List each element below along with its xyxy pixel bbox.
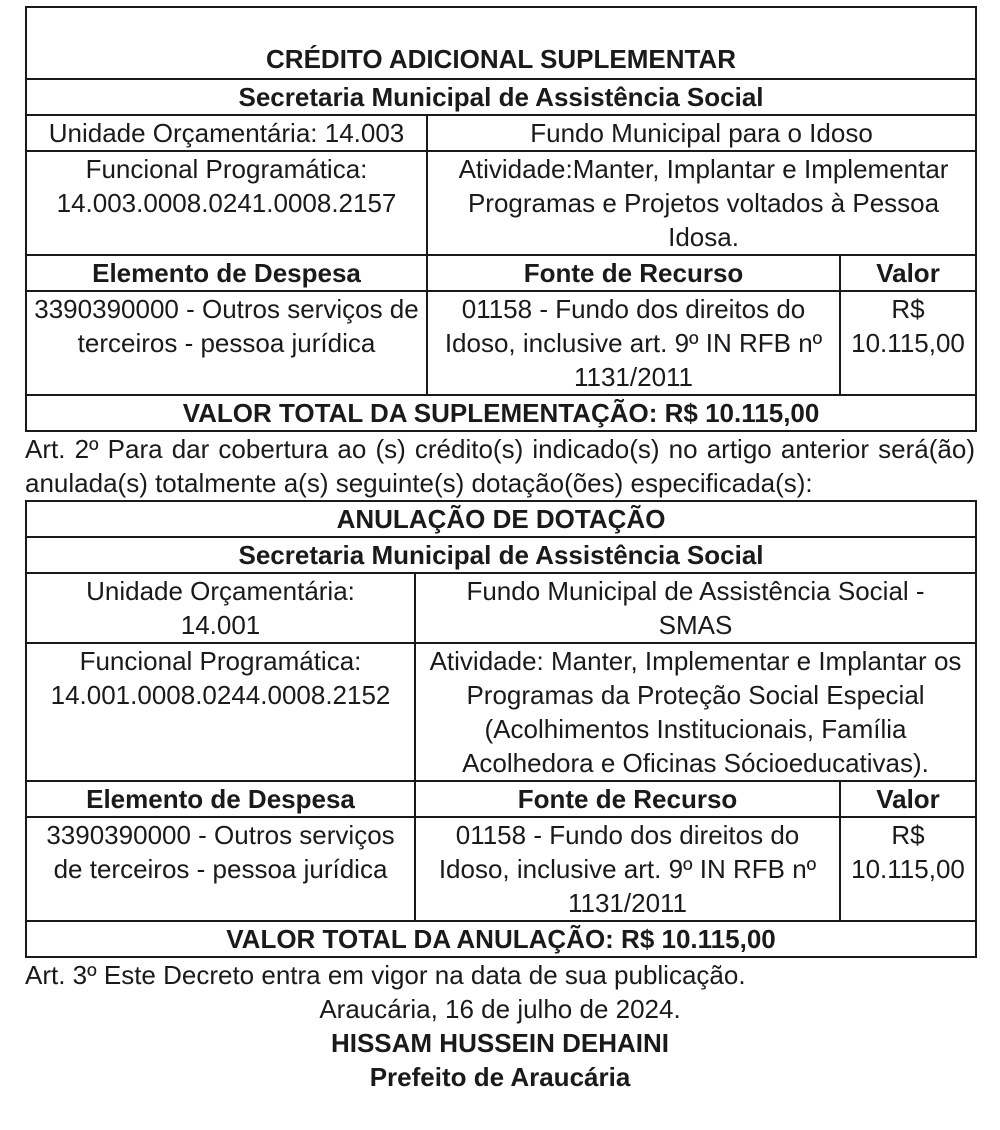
signatory-title: Prefeito de Araucária bbox=[369, 1062, 631, 1092]
anulacao-table bbox=[25, 500, 977, 958]
credito-secretaria: Secretaria Municipal de Assistência Social bbox=[26, 79, 976, 115]
place-date: Araucária, 16 de julho de 2024. bbox=[319, 994, 681, 1024]
credito-total: VALOR TOTAL DA SUPLEMENTAÇÃO: R$ 10.115,00 bbox=[26, 395, 976, 431]
anulacao-header-elemento: Elemento de Despesa bbox=[26, 781, 415, 817]
anulacao-secretaria: Secretaria Municipal de Assistência Social bbox=[26, 537, 976, 573]
credito-fonte: 01158 - Fundo dos direitos do Idoso, inclusive art. 9º IN RFB nº 1131/2011 bbox=[427, 291, 840, 395]
anulacao-unidade-nome: Fundo Municipal de Assistência Social - SMAS bbox=[415, 573, 976, 643]
credito-header-elemento: Elemento de Despesa bbox=[26, 255, 427, 291]
anulacao-title: ANULAÇÃO DE DOTAÇÃO bbox=[26, 501, 976, 537]
anulacao-unidade-label: Unidade Orçamentária: 14.001 bbox=[26, 573, 415, 643]
anulacao-header-fonte: Fonte de Recurso bbox=[415, 781, 840, 817]
anulacao-atividade: Atividade: Manter, Implementar e Implantar os Programas da Proteção Social Especial (Acolhimentos Institucionais, Família Acolhedora e Oficinas Sócioeducativas). bbox=[415, 643, 976, 781]
anulacao-valor: R$ 10.115,00 bbox=[840, 817, 976, 921]
anulacao-header-valor: Valor bbox=[840, 781, 976, 817]
anulacao-fonte: 01158 - Fundo dos direitos do Idoso, inclusive art. 9º IN RFB nº 1131/2011 bbox=[415, 817, 840, 921]
signatory-name: HISSAM HUSSEIN DEHAINI bbox=[330, 1028, 670, 1058]
art3-paragraph: Art. 3º Este Decreto entra em vigor na data de sua publicação. bbox=[25, 960, 746, 990]
anulacao-funcional: Funcional Programática: 14.001.0008.0244.0008.2152 bbox=[26, 643, 415, 781]
credito-funcional: Funcional Programática: 14.003.0008.0241.0008.2157 bbox=[26, 151, 427, 255]
art2-paragraph: Art. 2º Para dar cobertura ao (s) crédito(s) indicado(s) no artigo anterior será(ão) anulada(s) totalmente a(s) seguinte(s) dotação(ões) especificada(s): bbox=[25, 434, 975, 498]
credito-unidade-label: Unidade Orçamentária: 14.003 bbox=[26, 115, 427, 151]
anulacao-elemento: 3390390000 - Outros serviços de terceiros - pessoa jurídica bbox=[26, 817, 415, 921]
credito-header-fonte: Fonte de Recurso bbox=[427, 255, 840, 291]
credito-atividade: Atividade:Manter, Implantar e Implementar Programas e Projetos voltados à Pessoa Idosa. bbox=[427, 151, 976, 255]
credito-table bbox=[25, 6, 977, 432]
credito-title: CRÉDITO ADICIONAL SUPLEMENTAR bbox=[26, 7, 976, 79]
credito-elemento: 3390390000 - Outros serviços de terceiros - pessoa jurídica bbox=[26, 291, 427, 395]
credito-unidade-nome: Fundo Municipal para o Idoso bbox=[427, 115, 976, 151]
credito-valor: R$ 10.115,00 bbox=[840, 291, 976, 395]
anulacao-total: VALOR TOTAL DA ANULAÇÃO: R$ 10.115,00 bbox=[26, 921, 976, 957]
credito-header-valor: Valor bbox=[840, 255, 976, 291]
decree-document bbox=[25, 6, 975, 1094]
